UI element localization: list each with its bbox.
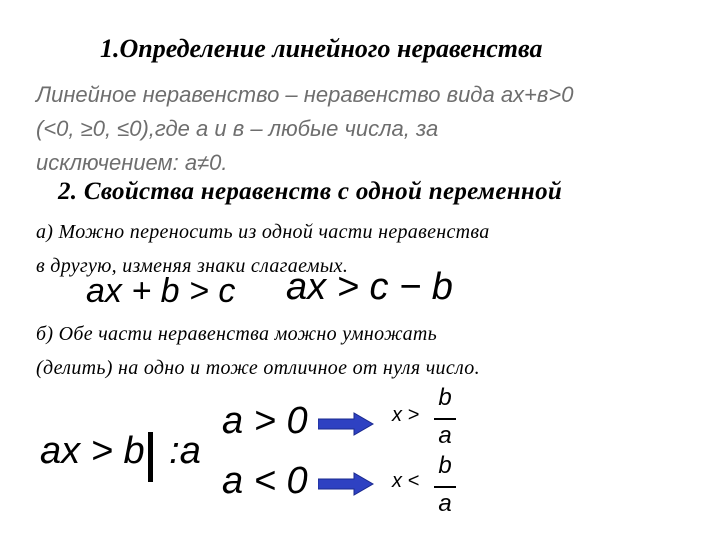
formula-ax-gt-c-minus-b: ax > c − b (286, 266, 453, 308)
result-negative-numerator: b (438, 452, 452, 479)
property-a-line-2: в другую, изменяя знаки слагаемых. (36, 255, 349, 277)
right-arrow-icon (318, 472, 374, 496)
heading-properties: 2. Свойства неравенств с одной переменной (58, 178, 563, 205)
result-positive-numerator: b (438, 384, 452, 411)
definition-line-1: Линейное неравенство – неравенство вида ах+в>0 (36, 82, 574, 107)
formula-ax-plus-b-gt-c: ax + b > c (86, 272, 236, 310)
case-a-positive: a > 0 (222, 400, 308, 442)
result-positive-denominator: a (438, 422, 452, 449)
result-negative-fraction-bar (434, 486, 456, 488)
result-negative-denominator: a (438, 490, 452, 517)
case-a-negative: a < 0 (222, 460, 308, 502)
definition-line-2: (<0, ≥0, ≤0),где а и в – любые числа, за (36, 116, 439, 141)
property-b-line-1: б) Обе части неравенства можно умножать (36, 323, 438, 345)
right-arrow-icon (318, 412, 374, 436)
formula-divide-by-a: :a (169, 430, 201, 472)
property-b-line-2: (делить) на одно и тоже отличное от нуля число. (36, 357, 480, 379)
property-a-line-1: а) Можно переносить из одной части неравенства (36, 221, 490, 243)
formula-ax-gt-b (40, 430, 201, 473)
divider-bar (148, 432, 153, 482)
property-b-text (36, 317, 480, 385)
result-positive-fraction-bar (434, 418, 456, 420)
definition-line-3: исключением: а≠0. (36, 150, 228, 175)
heading-linear-inequality-definition: 1.Определение линейного неравенства (100, 34, 543, 63)
result-negative-lhs: x < (392, 470, 420, 492)
definition-text (36, 78, 573, 180)
formula-ax-gt-b-left: ax > b (40, 430, 145, 472)
result-positive-lhs: x > (392, 404, 420, 426)
